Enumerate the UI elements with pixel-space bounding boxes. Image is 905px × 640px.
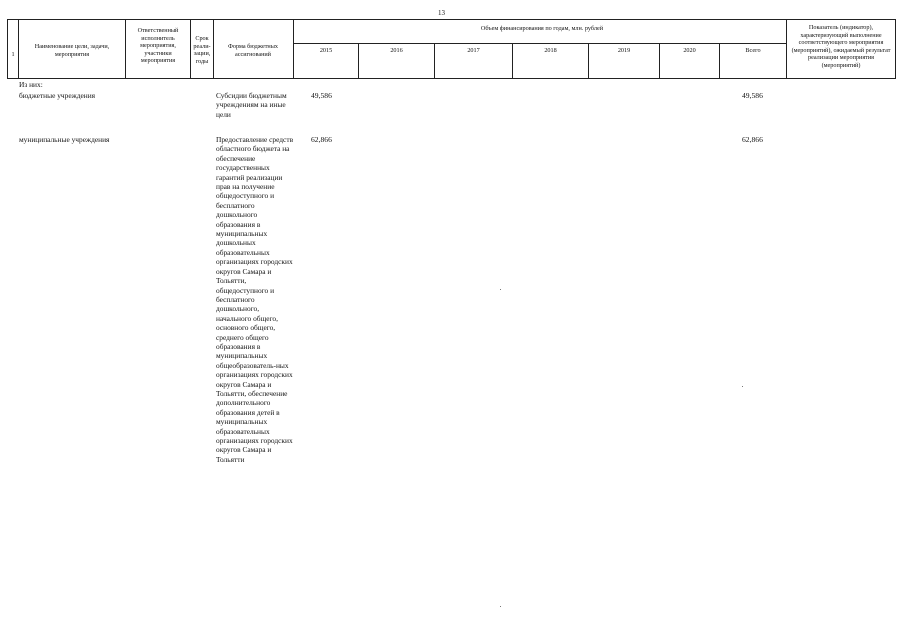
header-volume: Объем финансирования по годам, млн. рублей [480,25,604,32]
header-year-2015: 2015 [319,47,333,54]
scan-speck [500,289,501,290]
header-year-2018: 2018 [544,47,557,54]
header-indicator: Показатель (индикатор), характеризующий выполнение соответствующего мероприятия (мероприятий), ожидаемый результат реализации мероприятия (мероприятий) [791,24,891,69]
row1-form: Субсидии бюджетным учреждениям на иные цели [216,91,287,119]
header-term: Срок реали-зации, годы [193,35,211,65]
row1-value-2015: 49,586 [311,91,332,100]
row2-name: муниципальные учреждения [19,135,110,144]
row1-name: бюджетные учреждения [19,91,96,100]
header-year-2020: 2020 [683,47,696,54]
scan-speck [742,386,743,387]
row1-value-total: 49,586 [742,91,763,100]
from-them-label: Из них: [19,80,43,89]
scan-speck [500,606,501,607]
header-responsible: Ответственный исполнитель мероприятия, участники мероприятия [137,27,179,65]
header-name: Наименование цели, задачи, мероприятия [34,43,110,58]
header-year-2017: 2017 [467,47,480,54]
table-header [7,19,896,79]
row2-value-2015: 62,866 [311,135,332,144]
header-year-2016: 2016 [390,47,403,54]
header-num: 1 [11,51,15,58]
row2-form: Предоставление средств областного бюджета на обеспечение государственных гарантий реализации прав на получение общедоступного и бесплатного дошкольного образования в муниципальных дошкольных образовательных организациях городских округов Самара и Тольятти, общедоступного и бесплатного дошкольного, начального общего, основного общего, среднего общего образования в муниципальных общеобразователь-ных организациях городских округов Самара и Тольятти, обеспечение дополнительного образования детей в муниципальных образовательных организациях городских округов Самара и Тольятти [216,135,294,464]
page-number: 13 [438,9,445,17]
row2-value-total: 62,866 [742,135,763,144]
header-form: Форма бюджетных ассигнований [228,43,278,58]
header-year-total: Всего [745,47,761,54]
header-year-2019: 2019 [617,47,631,54]
